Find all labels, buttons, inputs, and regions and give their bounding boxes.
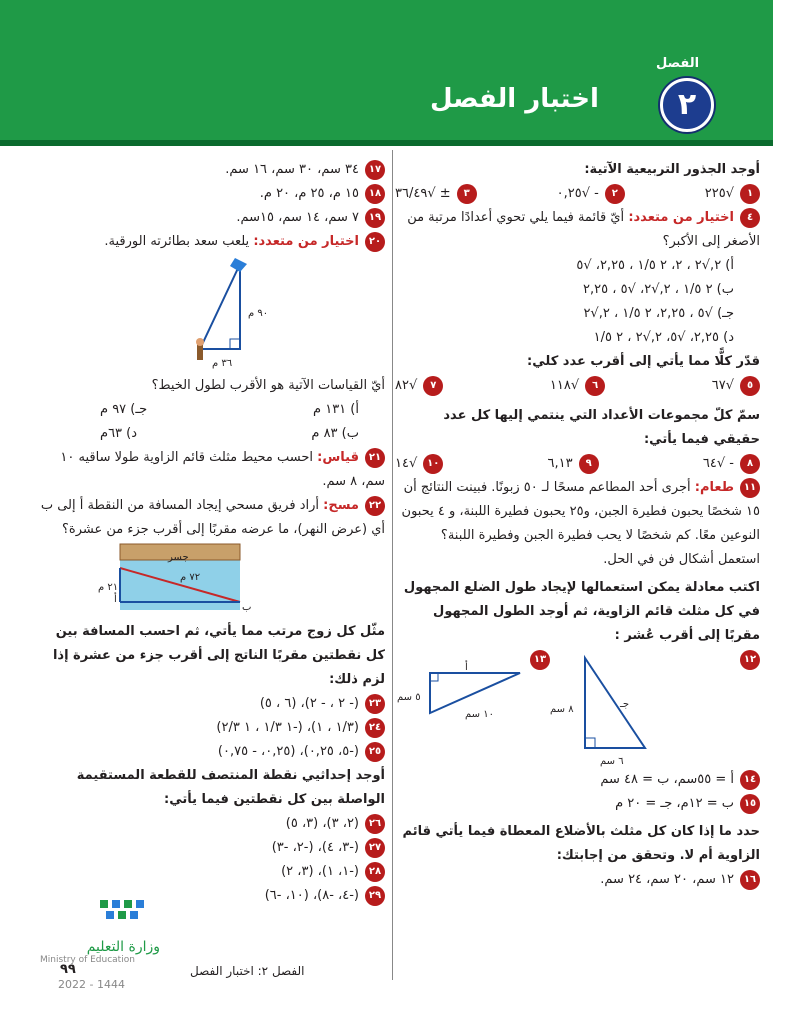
q4-option-b: ب) ٢ ١/٥ ، ٢,√٢، √٥ ، ٢,٢٥ bbox=[583, 282, 734, 297]
column-divider bbox=[392, 150, 393, 980]
t13-side-a: ٥ سم bbox=[397, 692, 421, 703]
q-number: ٦ bbox=[585, 376, 605, 396]
river-bridge-label: جسر bbox=[168, 552, 189, 563]
q-number: ٢٦ bbox=[365, 814, 385, 834]
river-svg bbox=[40, 542, 385, 614]
q-number: ١٤ bbox=[740, 770, 760, 790]
estimate-row bbox=[395, 374, 760, 398]
q-number: ٢٨ bbox=[365, 862, 385, 882]
q2: - √٠,٢٥ bbox=[556, 186, 599, 201]
triangles-svg bbox=[395, 648, 760, 768]
q10: √١٤ bbox=[395, 456, 418, 471]
q-number: ١ bbox=[740, 184, 760, 204]
q21-label: قياس: bbox=[317, 450, 359, 465]
q3: ± √٣٦/٤٩ bbox=[395, 186, 451, 201]
river-side: ٢١ م bbox=[98, 582, 119, 593]
kite-options-row-1 bbox=[40, 398, 385, 422]
q4-option-a: أ) ٢,√٢ ، ٢، ٢ ١/٥ ، ٢,٢٥، √٥ bbox=[576, 258, 734, 273]
q9: ٦,١٣ bbox=[547, 456, 573, 471]
ministry-logo bbox=[40, 895, 160, 965]
q-number: ٤ bbox=[740, 208, 760, 228]
q-number: ٢٣ bbox=[365, 694, 385, 714]
q14: أ = ٥٥سم، ب = ٤٨ سم bbox=[600, 772, 734, 787]
river-point-a: أ bbox=[114, 594, 117, 605]
right-column bbox=[395, 158, 760, 892]
q-number: ٧ bbox=[423, 376, 443, 396]
q16: ١٢ سم، ٢٠ سم، ٢٤ سم. bbox=[600, 872, 734, 887]
ministry-logo-icon bbox=[40, 895, 160, 935]
q-number: ٢٧ bbox=[365, 838, 385, 858]
left-column bbox=[40, 158, 385, 908]
q20-label: اختيار من متعدد: bbox=[253, 234, 359, 249]
q15: ب = ١٢م، جـ = ٢٠ م bbox=[615, 796, 734, 811]
chapter-word: الفصل bbox=[656, 56, 700, 71]
ministry-name-ar: وزارة التعليم bbox=[86, 939, 160, 955]
chapter-header bbox=[0, 0, 773, 146]
q-number: ٩ bbox=[579, 454, 599, 474]
q22-text: أراد فريق مسحي إيجاد المسافة من النقطة أ إلى ب أي (عرض النهر)، ما عرضه مقربًا إلى أقرب جزء من عشرة؟ bbox=[40, 498, 385, 537]
footer-year: 2022 - 1444 bbox=[58, 978, 125, 991]
q26: (٢، ٣)، (٣، ٥) bbox=[285, 816, 359, 831]
ministry-name-en: Ministry of Education bbox=[40, 955, 135, 965]
page-title: اختبار الفصل bbox=[430, 84, 599, 114]
q28: (-١، ١)، (٣، ٢) bbox=[281, 864, 359, 879]
q27: (-٣، ٤)، (-٢، -٣) bbox=[271, 840, 359, 855]
q17: ٣٤ سم، ٣٠ سم، ١٦ سم. bbox=[225, 162, 359, 177]
q29: (-٤، -٨)، (١٠، -٦) bbox=[264, 888, 359, 903]
q-number: ١١ bbox=[740, 478, 760, 498]
q7: √٨٢ bbox=[395, 378, 418, 393]
q6: √١١٨ bbox=[549, 378, 580, 393]
q-number: ٢٠ bbox=[365, 232, 385, 252]
kite-question: أيّ القياسات الآتية هو الأقرب لطول الخيط؟ bbox=[151, 378, 385, 393]
q11-text: أجرى أحد المطاعم مسحًا لـ ٥٠ زبونًا. فبينت النتائج أن ١٥ شخصًا يحبون فطيرة الجبن، و٢٥ يحبون فطيرة اللبنة، و ٤ يحبون النوعين معًا. كم شخصًا لا يحب فطيرة الجبن وفطيرة اللبنة؟ استعمل أشكال فن في الحل. bbox=[401, 480, 760, 567]
q-number: ٨ bbox=[740, 454, 760, 474]
q22-label: مسح: bbox=[323, 498, 359, 513]
roots-row bbox=[395, 182, 760, 206]
q-number: ٥ bbox=[740, 376, 760, 396]
q18: ١٥ م، ٢٥ م، ٢٠ م. bbox=[259, 186, 359, 201]
q4-option-d: د) ٢,٢٥، √٥، ٢,√٢ ، ٢ ١/٥ bbox=[593, 330, 734, 345]
page-number: ٩٩ bbox=[60, 962, 76, 977]
sets-heading: سمّ كلّ مجموعات الأعداد التي ينتمي إليها كل عدد حقيقي فيما يأتي: bbox=[443, 408, 760, 447]
q-number: ١٥ bbox=[740, 794, 760, 814]
kite-option-c: جـ) ٩٧ م bbox=[100, 402, 148, 417]
t12-side-c: جـ bbox=[620, 699, 630, 710]
q-number: ٢٩ bbox=[365, 886, 385, 906]
q-number: ١٢ bbox=[740, 650, 760, 670]
kite-option-d: د) ٦٣م bbox=[100, 426, 138, 441]
q-number: ١٠ bbox=[423, 454, 443, 474]
q-number: ٣ bbox=[457, 184, 477, 204]
equation-heading: اكتب معادلة يمكن استعمالها لإيجاد طول الضلع المجهول في كل مثلث قائم الزاوية، ثم أوجد الطول المجهول مقربًا إلى أقرب عُشر : bbox=[403, 580, 760, 643]
t12-side-a: ٨ سم bbox=[550, 704, 574, 715]
river-hypotenuse: ٧٢ م bbox=[180, 572, 201, 583]
q1: √٢٢٥ bbox=[704, 186, 734, 201]
kite-options-row-2 bbox=[40, 422, 385, 446]
q4-label: اختيار من متعدد: bbox=[628, 210, 734, 225]
sets-row bbox=[395, 452, 760, 476]
q-number: ٢١ bbox=[365, 448, 385, 468]
chapter-number-badge: ٢ bbox=[660, 78, 714, 132]
q19: ٧ سم، ١٤ سم، ١٥سم. bbox=[236, 210, 359, 225]
plot-heading: مثّل كل زوج مرتب مما يأتي، ثم احسب المسافة بين كل نقطتين مقربًا الناتج إلى أقرب جزء من عشرة إذا لزم ذلك: bbox=[52, 624, 385, 687]
q20-text: يلعب سعد بطائرته الورقية. bbox=[104, 234, 250, 249]
q8: - √٦٤ bbox=[702, 456, 734, 471]
q5: √٦٧ bbox=[711, 378, 734, 393]
decide-heading: حدد ما إذا كان كل مثلث بالأضلاع المعطاة فيما يأتي قائم الزاوية أم لا. وتحقق من إجابتك: bbox=[402, 824, 760, 863]
q24: (١/٣ ، ١)، (-١ ١/٣ ، ١ ٢/٣) bbox=[216, 720, 359, 735]
q4-option-c: جـ) √٥ ، ٢,٢٥، ٢ ١/٥ ، ٢,√٢ bbox=[583, 306, 734, 321]
find-roots-heading: أوجد الجذور التربيعية الآتية: bbox=[584, 162, 760, 177]
q-number: ٢٤ bbox=[365, 718, 385, 738]
q-number: ١٩ bbox=[365, 208, 385, 228]
river-figure bbox=[40, 542, 385, 614]
midpoint-heading: أوجد إحداثيي نقطة المنتصف للقطعة المستقيمة الواصلة بين كل نقطتين فيما يأتي: bbox=[76, 768, 385, 807]
q23: (- ٢ ، - ٢)، (٦ ، ٥) bbox=[259, 696, 359, 711]
triangles-figure bbox=[395, 648, 760, 768]
q-number: ١٦ bbox=[740, 870, 760, 890]
river-point-b: ب bbox=[242, 602, 252, 613]
t12-side-b: ٦ سم bbox=[600, 756, 624, 767]
t13-side-b: ١٠ سم bbox=[465, 709, 494, 720]
q-number: ٢٥ bbox=[365, 742, 385, 762]
q-number: ١٧ bbox=[365, 160, 385, 180]
q21-text: احسب محيط مثلث قائم الزاوية طولا ساقيه ١٠ سم، ٨ سم. bbox=[60, 450, 385, 489]
kite-option-a: أ) ١٣١ م bbox=[313, 402, 359, 417]
kite-figure bbox=[40, 254, 385, 374]
q11-label: طعام: bbox=[694, 480, 734, 495]
q4-text: أيّ قائمة فيما يلي تحوي أعدادًا مرتبة من الأصغر إلى الأكبر؟ bbox=[407, 210, 760, 249]
estimate-heading: قدّر كلًّا مما يأتي إلى أقرب عدد كلي: bbox=[527, 354, 760, 369]
kite-option-b: ب) ٨٣ م bbox=[311, 426, 359, 441]
footer-text: الفصل ٢: اختبار الفصل bbox=[190, 964, 305, 978]
t13-side-c: أ bbox=[465, 662, 468, 673]
kite-height: ٩٠ م bbox=[248, 308, 269, 319]
kite-base: ٣٦ م bbox=[212, 358, 233, 369]
q-number: ١٣ bbox=[530, 650, 550, 670]
q25: (-٥، ٠,٢٥)، (٠,٢٥، - ٠,٧٥) bbox=[217, 744, 359, 759]
q-number: ٢ bbox=[605, 184, 625, 204]
q-number: ١٨ bbox=[365, 184, 385, 204]
q-number: ٢٢ bbox=[365, 496, 385, 516]
